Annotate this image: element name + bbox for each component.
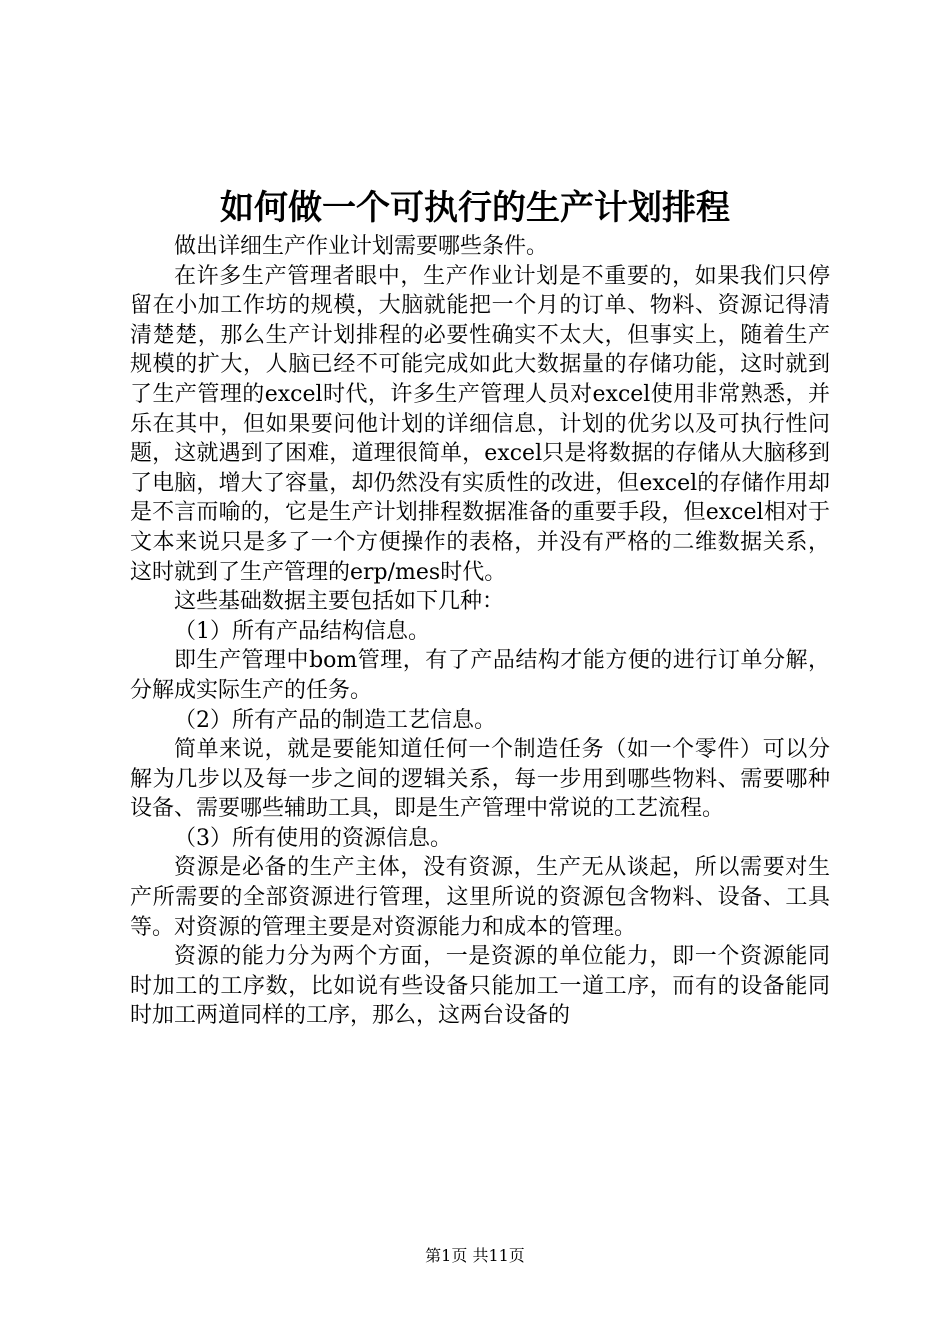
heading-process-info: （2）所有产品的制造工艺信息。 — [174, 707, 496, 733]
paragraph-bom: 即生产管理中bom管理，有了产品结构才能方便的进行订单分解，分解成实际生产的任务。 — [130, 648, 830, 703]
document-body — [130, 232, 830, 1031]
heading-resource-info: （3）所有使用的资源信息。 — [174, 825, 452, 851]
paragraph-intro: 做出详细生产作业计划需要哪些条件。 — [174, 234, 549, 259]
page-number: 第1页 共11页 — [425, 1246, 525, 1265]
paragraph-basic-data: 这些基础数据主要包括如下几种： — [174, 589, 505, 615]
paragraph-resource-capacity: 资源的能力分为两个方面，一是资源的单位能力，即一个资源能同时加工的工序数，比如说有些设备只能加工一道工序，而有的设备能同时加工两道同样的工序，那么，这两台设备的 — [130, 944, 830, 1029]
paragraph-process: 简单来说，就是要能知道任何一个制造任务（如一个零件）可以分解为几步以及每一步之间的逻辑关系，每一步用到哪些物料、需要哪种设备、需要哪些辅助工具，即是生产管理中常说的工艺流程。 — [130, 737, 830, 822]
paragraph-resources: 资源是必备的生产主体，没有资源，生产无从谈起，所以需要对生产所需要的全部资源进行管理，这里所说的资源包含物料、设备、工具等。对资源的管理主要是对资源能力和成本的管理。 — [130, 855, 830, 940]
heading-product-structure: （1）所有产品结构信息。 — [174, 618, 430, 644]
paragraph-background: 在许多生产管理者眼中，生产作业计划是不重要的，如果我们只停留在小加工作坊的规模，大脑就能把一个月的订单、物料、资源记得清清楚楚，那么生产计划排程的必要性确实不太大，但事实上，随着生产规模的扩大，人脑已经不可能完成如此大数据量的存储功能，这时就到了生产管理的excel时代，许多生产管理人员对excel使用非常熟悉，并乐在其中，但如果要问他计划的详细信息，计划的优劣以及可执行性问题，这就遇到了困难，道理很简单，excel只是将数据的存储从大脑移到了电脑，增大了容量，却仍然没有实质性的改进，但excel的存储作用却是不言而喻的，它是生产计划排程数据准备的重要手段，但excel相对于文本来说只是多了一个方便操作的表格，并没有严格的二维数据关系，这时就到了生产管理的erp/mes时代。 — [130, 263, 831, 585]
document-title: 如何做一个可执行的生产计划排程 — [220, 188, 730, 228]
